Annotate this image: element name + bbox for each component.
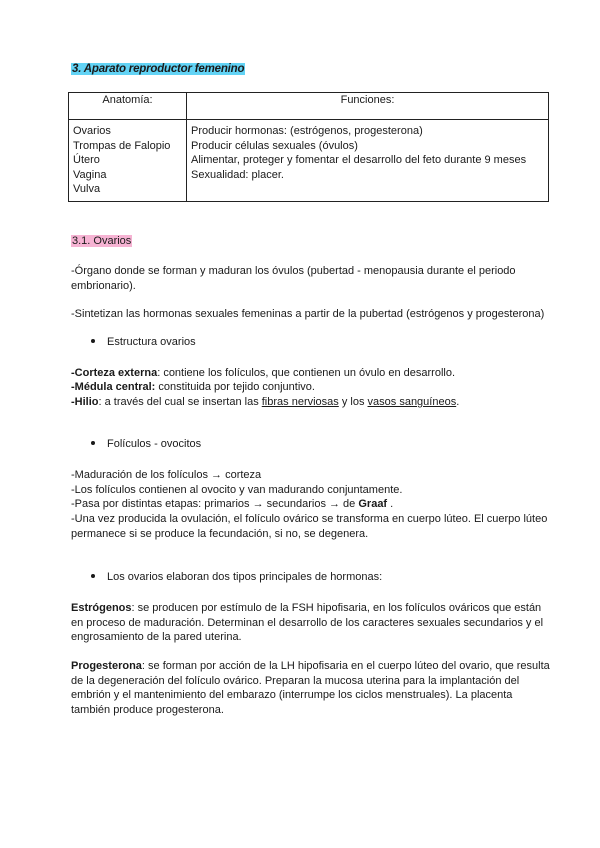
estrogenos-text: : se producen por estímulo de la FSH hipofisaria, en los folículos ováricos que están en proceso de maduración. Determinan el desarrollo de los caracteres sexuales secundarios y el engrosamiento de la pared uterina. xyxy=(71,602,544,643)
progesterona-label: Progesterona xyxy=(71,660,142,672)
bullet-hormonas xyxy=(91,571,382,583)
table-row xyxy=(69,120,549,202)
foliculo-stages-text: -Pasa por distintas etapas: primarios → secundarios → de xyxy=(71,498,359,510)
hilio-text-3: . xyxy=(456,396,460,408)
function-item: Producir hormonas: (estrógenos, progesterona) xyxy=(191,125,423,137)
medula-label: -Médula central: xyxy=(71,381,156,393)
estrogenos-paragraph xyxy=(71,601,551,645)
table-header-functions: Funciones: xyxy=(187,93,549,120)
subsection-title: 3.1. Ovarios xyxy=(72,235,132,247)
function-item: Alimentar, proteger y fomentar el desarrollo del feto durante 9 meses xyxy=(191,154,527,166)
paragraph-organ: -Órgano donde se forman y maduran los óvulos (pubertad - menopausia durante el periodo embrionario). xyxy=(71,265,516,292)
bullet-dot-icon xyxy=(91,574,95,578)
progesterona-text: : se forman por acción de la LH hipofisaria en el cuerpo lúteo del ovario, que resulta de la degeneración del folículo ovárico. Preparan la mucosa uterina para la implantación del embrión y el mantenimiento del embarazo (interrumpe los ciclos menstruales). La placenta también produce progesterona. xyxy=(71,660,550,716)
progesterona-paragraph xyxy=(71,659,551,717)
section-title: 3. Aparato reproductor femenino xyxy=(72,63,245,75)
anatomy-cell xyxy=(69,120,187,202)
functions-cell xyxy=(187,120,549,202)
anatomy-item: Vulva xyxy=(73,183,101,195)
function-item: Producir células sexuales (óvulos) xyxy=(191,139,358,152)
graaf-label: Graaf xyxy=(358,498,388,510)
estrogenos-label: Estrógenos xyxy=(71,602,132,614)
foliculo-line-3 xyxy=(71,497,551,512)
table-header-anatomy: Anatomía: xyxy=(69,93,187,120)
corteza-text: : contiene los folículos, que contienen un óvulo en desarrollo. xyxy=(157,367,456,379)
bullet-label: Folículos - ovocitos xyxy=(107,438,202,450)
hilio-label: -Hilio xyxy=(71,396,99,408)
bullet-dot-icon xyxy=(91,441,95,445)
table-header-row xyxy=(69,93,549,120)
foliculo-line-2: -Los folículos contienen al ovocito y van madurando conjuntamente. xyxy=(71,484,403,496)
anatomy-functions-table xyxy=(68,92,549,202)
bullet-foliculos xyxy=(91,438,201,450)
bullet-dot-icon xyxy=(91,339,95,343)
bullet-label: Estructura ovarios xyxy=(107,336,196,348)
hilio-text: : a través del cual se insertan las xyxy=(98,396,262,408)
paragraph-hormones: -Sintetizan las hormonas sexuales femeninas a partir de la pubertad (estrógenos y progesterona) xyxy=(71,308,545,320)
medula-line xyxy=(71,380,551,395)
anatomy-item: Trompas de Falopio xyxy=(73,139,171,152)
foliculo-stages-end: . xyxy=(387,498,394,510)
link-vasos-sanguineos: vasos sanguíneos xyxy=(367,396,457,408)
hilio-line xyxy=(71,395,551,410)
corteza-line xyxy=(71,366,551,381)
bullet-structure xyxy=(91,336,196,348)
foliculo-line-4: -Una vez producida la ovulación, el folículo ovárico se transforma en cuerpo lúteo. El cuerpo lúteo permanece si se produce la fecundación, si no, se degenera. xyxy=(71,513,548,540)
anatomy-item: Vagina xyxy=(73,168,107,181)
medula-text: constituida por tejido conjuntivo. xyxy=(155,381,315,393)
corteza-label: -Corteza externa xyxy=(71,367,158,379)
anatomy-item: Ovarios xyxy=(73,125,111,137)
anatomy-item: Útero xyxy=(73,154,100,166)
bullet-label: Los ovarios elaboran dos tipos principales de hormonas: xyxy=(107,571,383,583)
hilio-text-2: y los xyxy=(338,396,368,408)
function-item: Sexualidad: placer. xyxy=(191,168,284,181)
link-fibras-nerviosas: fibras nerviosas xyxy=(261,396,339,408)
foliculo-line-1: -Maduración de los folículos → corteza xyxy=(71,469,262,481)
